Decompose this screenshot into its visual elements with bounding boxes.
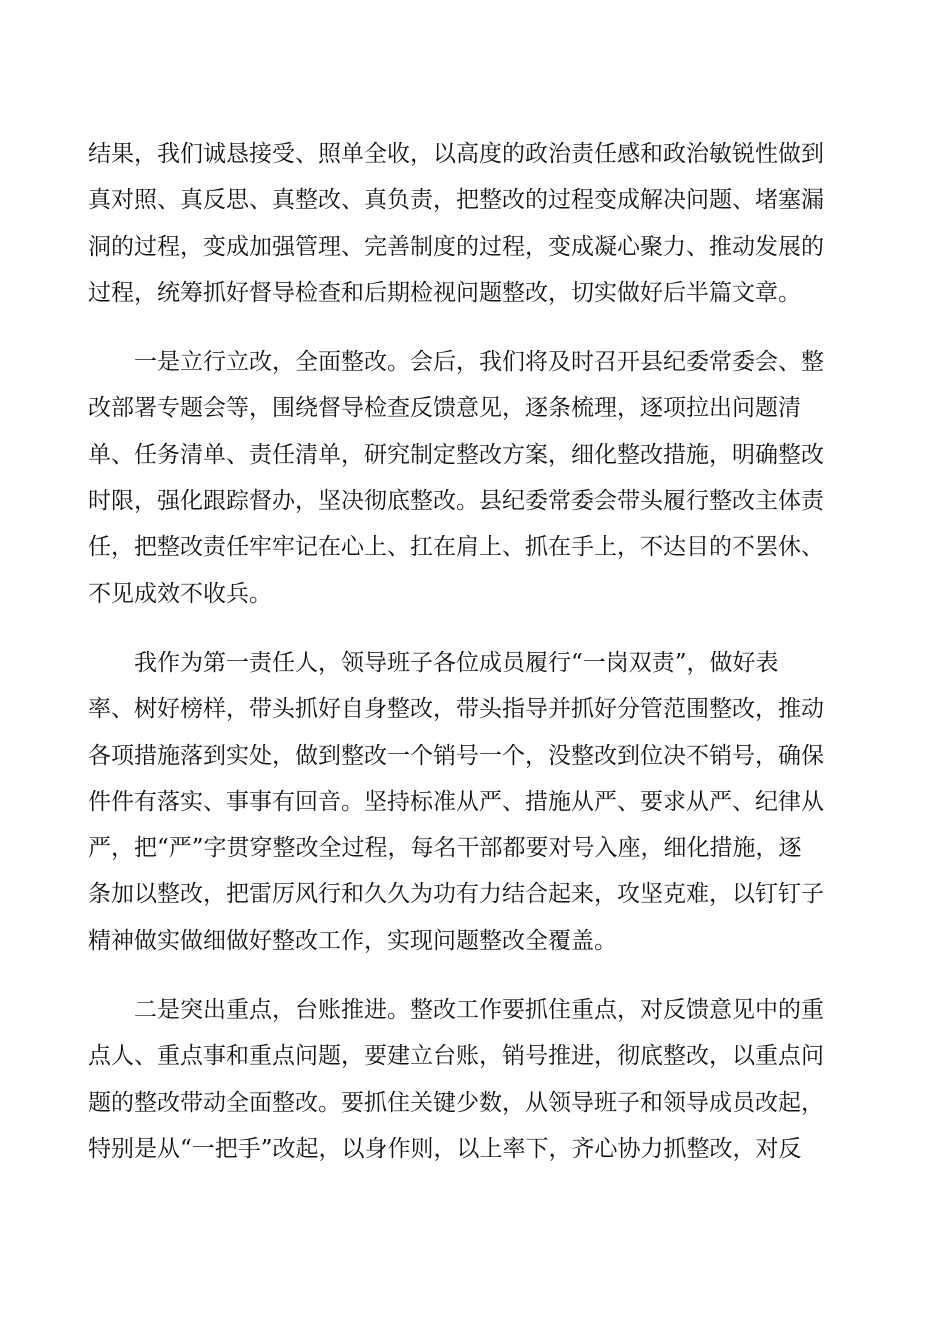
text-line: 条加以整改，把雷厉风行和久久为功有力结合起来，攻坚克难，以钉钉子 [88, 881, 824, 908]
text-line: 时限，强化跟踪督办，坚决彻底整改。县纪委常委会带头履行整改主体责 [88, 488, 824, 515]
text-line: 一是立行立改，全面整改。会后，我们将及时召开县纪委常委会、整 [88, 349, 824, 376]
text-line: 各项措施落到实处，做到整改一个销号一个，没整改到位决不销号，确保 [88, 742, 824, 769]
text-line: 严，把“严”字贯穿整改全过程，每名干部都要对号入座，细化措施，逐 [88, 835, 802, 862]
text-line: 率、树好榜样，带头抓好自身整改，带头指导并抓好分管范围整改，推动 [88, 696, 824, 723]
paragraph-spacing [88, 964, 862, 987]
text-line: 精神做实做细做好整改工作，实现问题整改全覆盖。 [88, 927, 617, 954]
text-line: 件件有落实、事事有回音。坚持标准从严、措施从严、要求从严、纪律从 [88, 788, 824, 815]
text-line: 点人、重点事和重点问题，要建立台账，销号推进，彻底整改，以重点问 [88, 1043, 824, 1070]
text-line: 洞的过程，变成加强管理、完善制度的过程，变成凝心聚力、推动发展的 [88, 233, 824, 260]
text-line: 真对照、真反思、真整改、真负责，把整改的过程变成解决问题、堵塞漏 [88, 187, 824, 214]
text-line: 结果，我们诚恳接受、照单全收，以高度的政治责任感和政治敏锐性做到 [88, 141, 824, 167]
text-line: 我作为第一责任人，领导班子各位成员履行“一岗双责”，做好表 [88, 649, 779, 676]
text-line: 二是突出重点，台账推进。整改工作要抓住重点，对反馈意见中的重 [88, 997, 824, 1024]
paragraph-spacing [88, 316, 862, 339]
document-body [88, 131, 862, 1172]
paragraph-2 [88, 339, 862, 617]
text-line: 单、任务清单、责任清单，研究制定整改方案，细化整改措施，明确整改 [88, 441, 824, 468]
text-line: 任，把整改责任牢牢记在心上、扛在肩上、抓在手上，不达目的不罢休、 [88, 534, 824, 561]
text-line: 特别是从“一把手”改起，以身作则，以上率下，齐心协力抓整改，对反 [88, 1135, 802, 1162]
paragraph-spacing [88, 617, 862, 640]
text-line: 题的整改带动全面整改。要抓住关键少数，从领导班子和领导成员改起， [88, 1089, 824, 1116]
text-line: 不见成效不收兵。 [88, 580, 272, 607]
text-line: 改部署专题会等，围绕督导检查反馈意见，逐条梳理，逐项拉出问题清 [88, 395, 801, 422]
paragraph-1 [88, 131, 862, 316]
text-line: 过程，统筹抓好督导检查和后期检视问题整改，切实做好后半篇文章。 [88, 279, 801, 306]
paragraph-4 [88, 987, 862, 1172]
paragraph-3 [88, 640, 862, 964]
